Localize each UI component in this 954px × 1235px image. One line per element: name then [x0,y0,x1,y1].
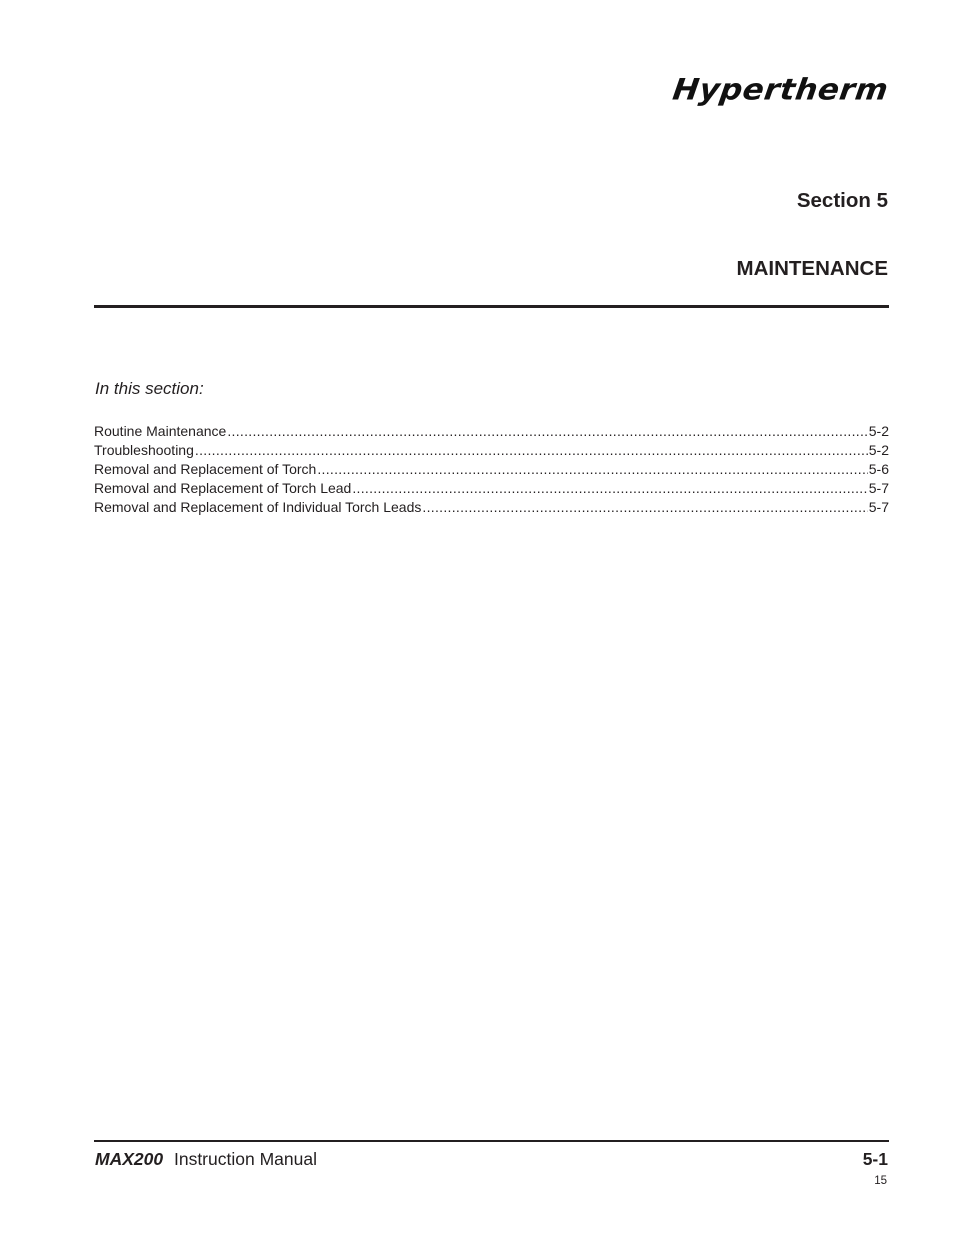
toc-entry[interactable] [94,460,889,479]
toc-entry-label: Removal and Replacement of Torch Lead [94,479,352,496]
toc-entry-label: Removal and Replacement of Torch [94,460,317,477]
footer-page-number: 5-1 [862,1149,888,1169]
toc-entry[interactable] [94,422,889,441]
toc-entry[interactable] [94,479,889,498]
toc-entry-page: 5-6 [868,460,889,477]
intro-heading: In this section: [95,379,204,398]
toc-dot-leader [227,422,867,441]
toc-entry-label: Removal and Replacement of Individual Torch Leads [94,498,422,515]
toc-dot-leader [195,441,868,460]
footer-divider [94,1140,889,1142]
toc-entry-label: Troubleshooting [94,441,194,458]
toc-entry[interactable] [94,441,889,460]
toc-entry-label: Routine Maintenance [94,423,227,439]
section-number: Section 5 [796,189,888,212]
footer-manual-name: Instruction Manual [173,1149,317,1169]
toc-dot-leader [317,460,867,479]
toc-entry-page: 5-7 [868,479,889,496]
pdf-page-number: 15 [874,1175,887,1187]
toc-entry-page: 5-2 [868,441,889,458]
footer-title [95,1149,317,1170]
toc-dot-leader [352,479,867,498]
hypertherm-logo: Hypertherm [670,72,891,108]
toc-entry-page: 5-7 [868,498,889,515]
header-divider [94,305,889,308]
toc-dot-leader [422,498,867,517]
toc-entry-page: 5-2 [868,423,889,439]
toc-entry[interactable] [94,498,889,517]
section-title: MAINTENANCE [736,257,888,280]
table-of-contents [94,422,889,516]
footer-product-name: MAX200 [95,1149,164,1169]
